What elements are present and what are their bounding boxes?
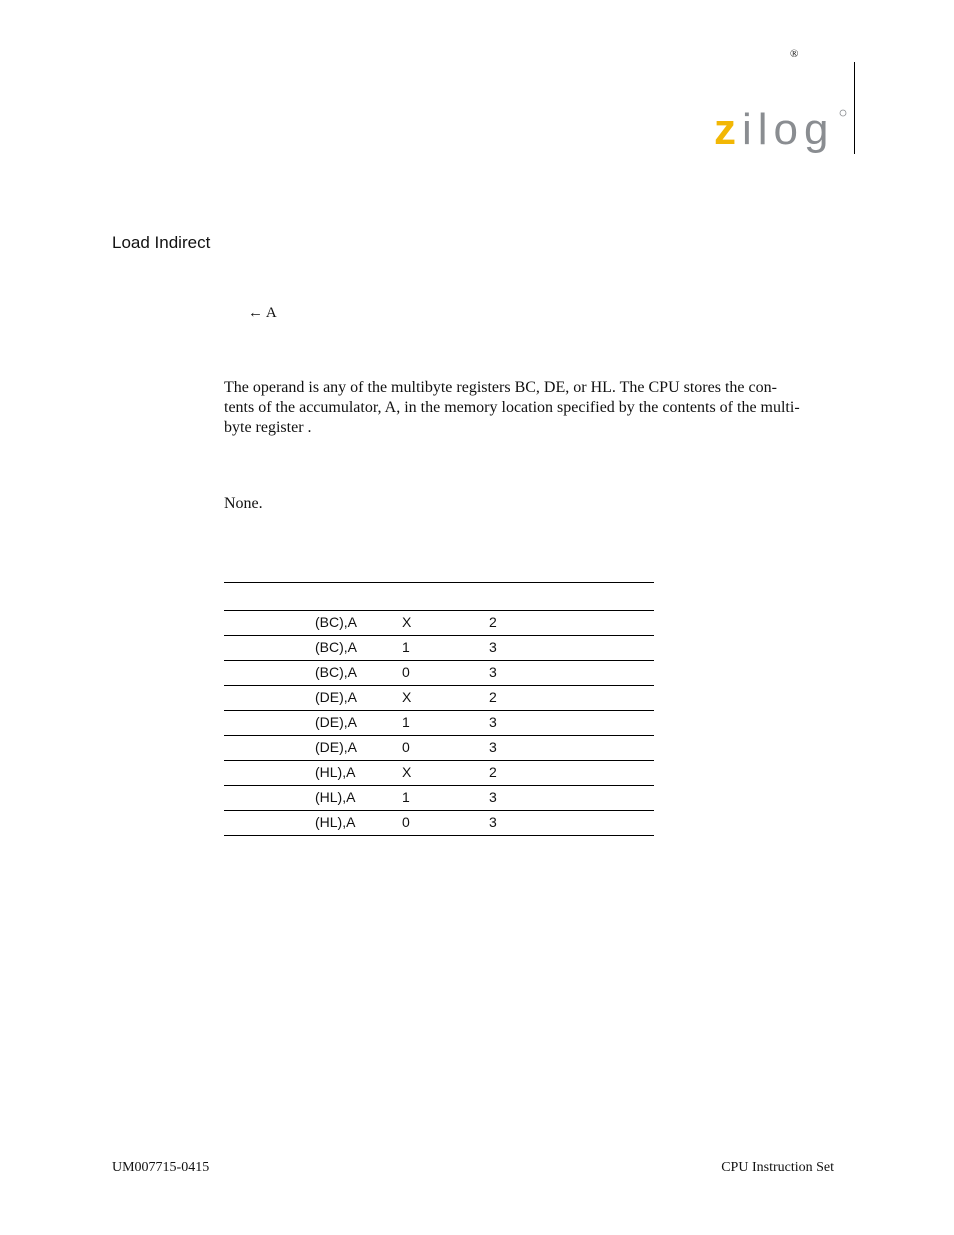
cycles-cell: 3 [489,739,497,755]
cycles-cell: 3 [489,789,497,805]
table-row [224,736,654,761]
table-row [224,661,654,686]
adl-mode-cell: 1 [402,789,410,805]
table-row [224,611,654,636]
table-row [224,811,654,836]
header-vertical-rule [854,62,855,154]
table-row [224,636,654,661]
cycles-cell: 2 [489,764,497,780]
footer-document-id: UM007715-0415 [112,1160,210,1175]
description-line: The operand is any of the multibyte registers BC, DE, or HL. The CPU stores the con- [224,379,777,396]
description-line: tents of the accumulator, A, in the memory location specified by the contents of the multi- [224,399,800,416]
adl-mode-cell: 1 [402,639,410,655]
operand-cell: (BC),A [315,664,357,680]
adl-mode-cell: X [402,764,412,780]
zilog-logo [712,100,852,160]
operand-cell: (BC),A [315,639,357,655]
condition-bits-text: None. [224,495,263,512]
operand-cell: (HL),A [315,789,356,805]
operand-cell: (HL),A [315,814,356,830]
description-line: byte register . [224,419,312,436]
cycles-cell: 3 [489,714,497,730]
svg-text:ilog: ilog [742,105,835,154]
adl-mode-cell: 0 [402,814,410,830]
table-row [224,686,654,711]
operand-cell: (DE),A [315,689,357,705]
cycles-cell: 3 [489,814,497,830]
table-row [224,761,654,786]
cycles-cell: 3 [489,664,497,680]
operand-cell: (DE),A [315,714,357,730]
operand-cell: (HL),A [315,764,356,780]
adl-mode-cell: X [402,614,412,630]
operand-cell: (BC),A [315,614,357,630]
svg-text:z: z [714,105,736,154]
table-body [224,611,654,836]
operand-cell: (DE),A [315,739,357,755]
cycles-cell: 3 [489,639,497,655]
registered-trademark-mark: ® [790,48,799,60]
description-paragraph [224,378,854,438]
footer-section-name: CPU Instruction Set [721,1160,834,1175]
instruction-table [224,582,654,836]
table-row [224,711,654,736]
adl-mode-cell: X [402,689,412,705]
zilog-logo-letters [714,105,835,154]
operation-expression: ← A [248,305,277,321]
table-row [224,786,654,811]
section-title: Load Indirect [112,233,211,252]
adl-mode-cell: 1 [402,714,410,730]
cycles-cell: 2 [489,689,497,705]
adl-mode-cell: 0 [402,739,410,755]
table-header [224,582,654,611]
adl-mode-cell: 0 [402,664,410,680]
cycles-cell: 2 [489,614,497,630]
